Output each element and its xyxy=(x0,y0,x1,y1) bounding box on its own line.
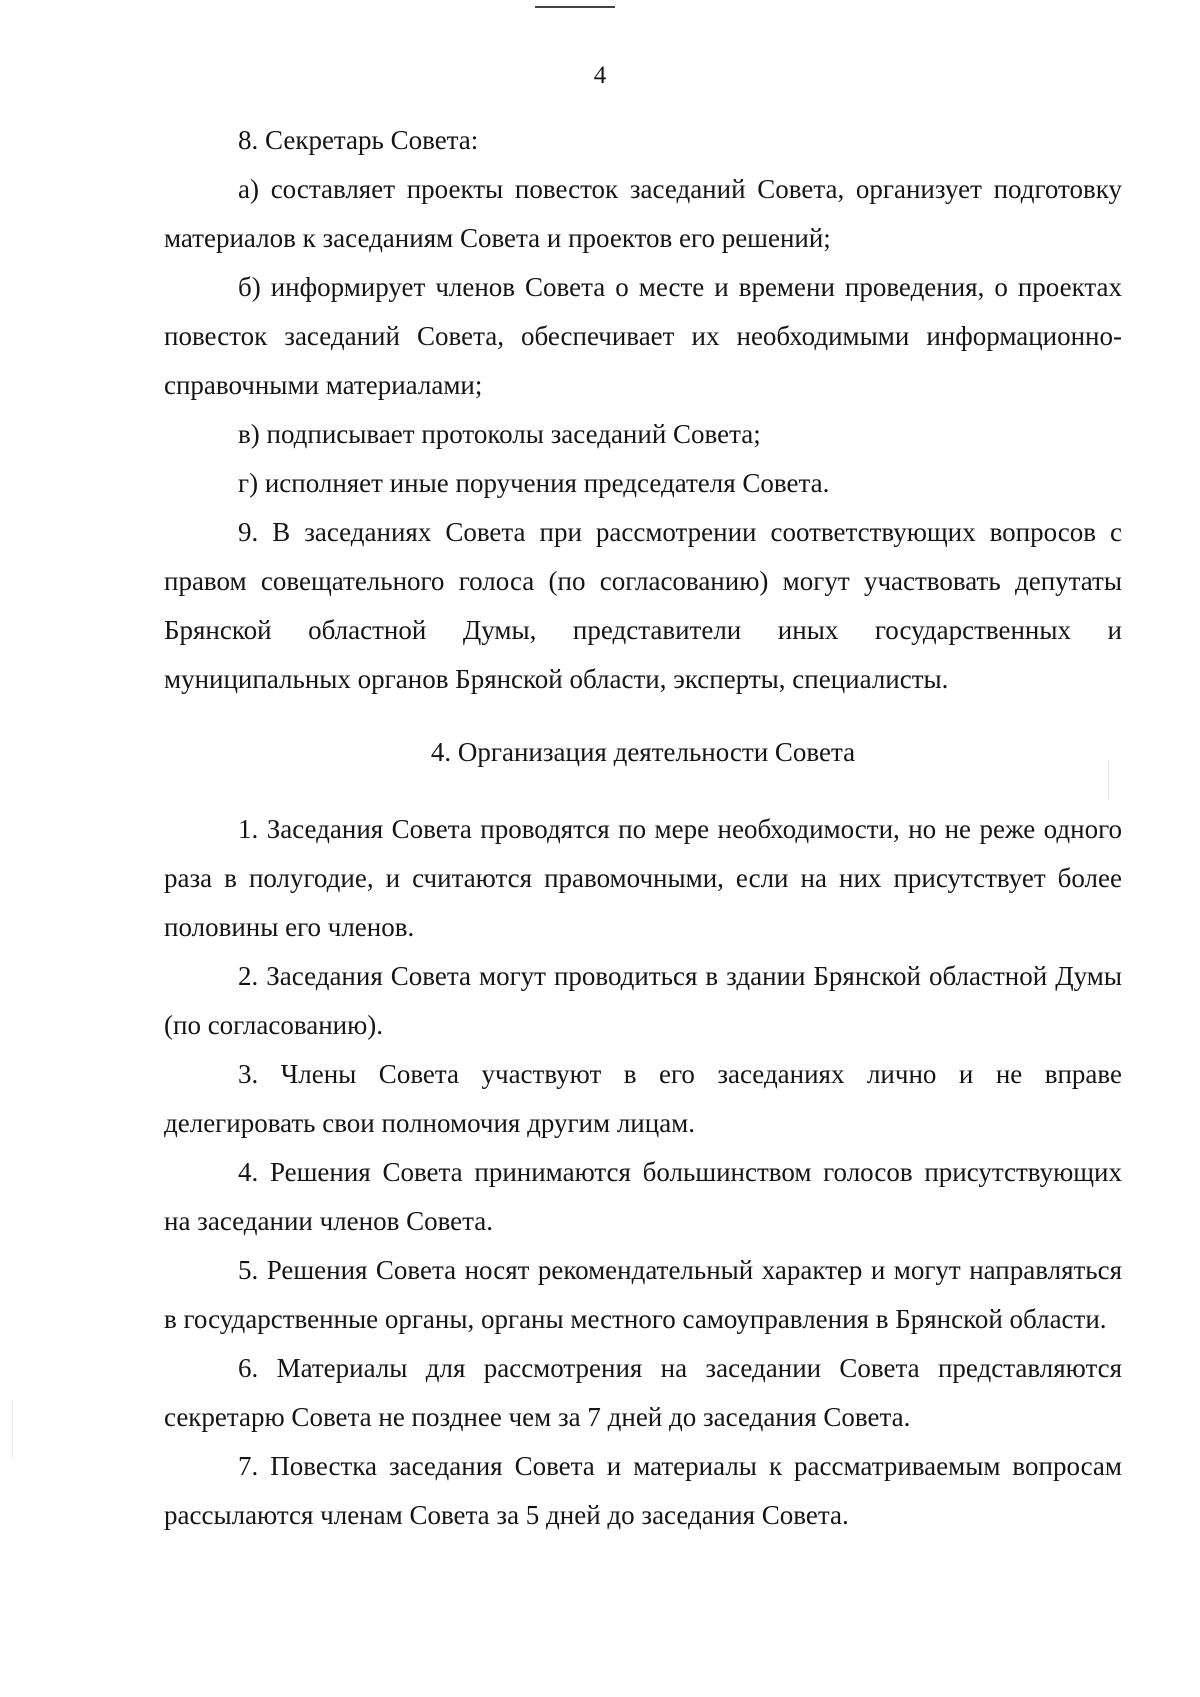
paragraph-item-4: 4. Решения Совета принимаются большинством голосов присутствующих на заседании членов Совета. xyxy=(164,1157,1122,1236)
paragraph-item-6: 6. Материалы для рассмотрения на заседании Совета представляются секретарю Совета не позднее чем за 7 дней до заседания Совета. xyxy=(164,1353,1122,1432)
scan-edge-mark xyxy=(535,6,615,8)
paragraph-secretary-heading: 8. Секретарь Совета: xyxy=(238,125,479,155)
paragraph-secretary-g: г) исполняет иные поручения председателя Совета. xyxy=(238,468,830,498)
section-title: 4. Организация деятельности Совета xyxy=(430,737,856,767)
page-number: 4 xyxy=(593,62,607,89)
paragraph-secretary-v: в) подписывает протоколы заседаний Совета; xyxy=(238,419,761,449)
paragraph-item-2: 2. Заседания Совета могут проводиться в здании Брянской областной Думы (по согласованию). xyxy=(164,961,1122,1040)
paragraph-item-3: 3. Члены Совета участвуют в его заседаниях лично и не вправе делегировать свои полномочия другим лицам. xyxy=(164,1059,1122,1138)
paragraph-item-5: 5. Решения Совета носят рекомендательный характер и могут направляться в государственные органы, органы местного самоуправления в Брянской области. xyxy=(164,1255,1122,1334)
scan-artifact-line xyxy=(12,1400,13,1460)
paragraph-secretary-b: б) информирует членов Совета о месте и времени проведения, о проектах повесток заседаний Совета, обеспечивает их необходимыми информационно-справочными материалами; xyxy=(164,272,1122,400)
paragraph-secretary-a: а) составляет проекты повесток заседаний Совета, организует подготовку материалов к заседаниям Совета и проектов его решений; xyxy=(164,174,1122,253)
document-body xyxy=(164,116,1122,1540)
paragraph-item-9: 9. В заседаниях Совета при рассмотрении соответствующих вопросов с правом совещательного голоса (по согласованию) могут участвовать депутаты Брянской областной Думы, представители иных государственных и муниципальных органов Брянской области, эксперты, специалисты. xyxy=(164,517,1122,694)
paragraph-item-1: 1. Заседания Совета проводятся по мере необходимости, но не реже одного раза в полугодие, и считаются правомочными, если на них присутствует более половины его членов. xyxy=(164,814,1122,942)
paragraph-item-7: 7. Повестка заседания Совета и материалы к рассматриваемым вопросам рассылаются членам Совета за 5 дней до заседания Совета. xyxy=(164,1451,1122,1530)
